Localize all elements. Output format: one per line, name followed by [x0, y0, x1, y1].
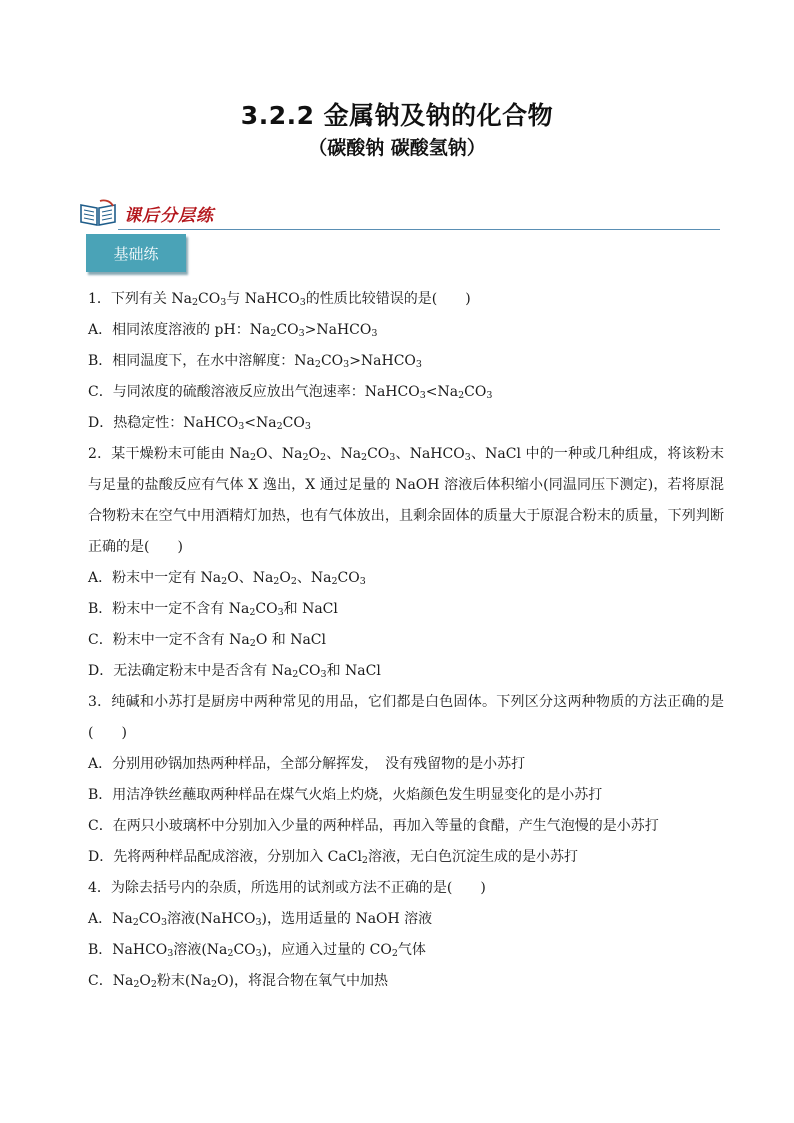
- question-option: C．$Na_2O_2$粉末$(Na_2O)$，将混合物在氧气中加热: [88, 973, 388, 990]
- page-title: 3.2.2 金属钠及钠的化合物: [240, 101, 554, 130]
- question-stem: 2．某干燥粉末可能由 $Na_2O$、$Na_2O_2$、$Na_2CO_3$、NaHCO$_3$、NaCl 中的一种或几种组成，将该粉末与足量的盐酸反应有气体 X 逸出，X 通过足量的 NaOH 溶液后体积缩小(同温同压下测定)，若将原混合物粉末在空气中用酒精灯加热，也有气体放出，且剩余固体的质量大于原混合粉末的质量，下列判断正确的是( ): [88, 446, 724, 555]
- question-stem: 4．为除去括号内的杂质，所选用的试剂或方法不正确的是( ): [88, 880, 486, 896]
- question-option: B．粉末中一定不含有 $Na_2CO_3$和 NaCl: [88, 601, 338, 618]
- question-option: B．用洁净铁丝蘸取两种样品在煤气火焰上灼烧，火焰颜色发生明显变化的是小苏打: [88, 787, 603, 803]
- question-option: A．相同浓度溶液的 pH：$Na_2CO_3>NaHCO_3$: [88, 322, 378, 339]
- question-option: A．$Na_2CO_3$溶液(NaHCO$_3$)，选用适量的 NaOH 溶液: [88, 911, 433, 928]
- question-option: D．热稳定性：$NaHCO_3<Na_2CO_3$: [88, 415, 311, 432]
- question-option: A．粉末中一定有 $Na_2O$、$Na_2O_2$、$Na_2CO_3$: [88, 570, 366, 587]
- page-subtitle: （碳酸钠 碳酸氢钠）: [308, 137, 486, 159]
- question-option: A．分别用砂锅加热两种样品，全部分解挥发， 没有残留物的是小苏打: [88, 756, 526, 772]
- section-title: 课后分层练: [124, 206, 214, 226]
- question-option: B．NaHCO$_3$溶液$(Na_2CO_3)$，应通入过量的 $CO_2$气体: [88, 942, 426, 959]
- section-header: [78, 196, 720, 232]
- level-label: 基础练: [86, 234, 186, 272]
- question-option: D．先将两种样品配成溶液，分别加入 CaCl$_2$溶液，无白色沉淀生成的是小苏打: [88, 849, 578, 866]
- question-option: B．相同温度下，在水中溶解度：$Na_2CO_3>NaHCO_3$: [88, 353, 422, 370]
- question-option: C．粉末中一定不含有 $Na_2O$ 和 NaCl: [88, 632, 326, 649]
- question-option: C．与同浓度的硫酸溶液反应放出气泡速率：$NaHCO_3<Na_2CO_3$: [88, 384, 493, 401]
- question-stem: 1．下列有关 $Na_2CO_3$与 NaHCO$_3$的性质比较错误的是( ): [88, 291, 471, 308]
- question-stem: 3．纯碱和小苏打是厨房中两种常见的用品，它们都是白色固体。下列区分这两种物质的方法正确的是( ): [88, 694, 724, 741]
- question-option: D．无法确定粉末中是否含有 $Na_2CO_3$和 NaCl: [88, 663, 381, 680]
- question-list: [88, 284, 724, 997]
- question-option: C．在两只小玻璃杯中分别加入少量的两种样品，再加入等量的食醋，产生气泡慢的是小苏打: [88, 818, 659, 834]
- book-icon: [78, 199, 118, 227]
- section-divider: [118, 229, 720, 230]
